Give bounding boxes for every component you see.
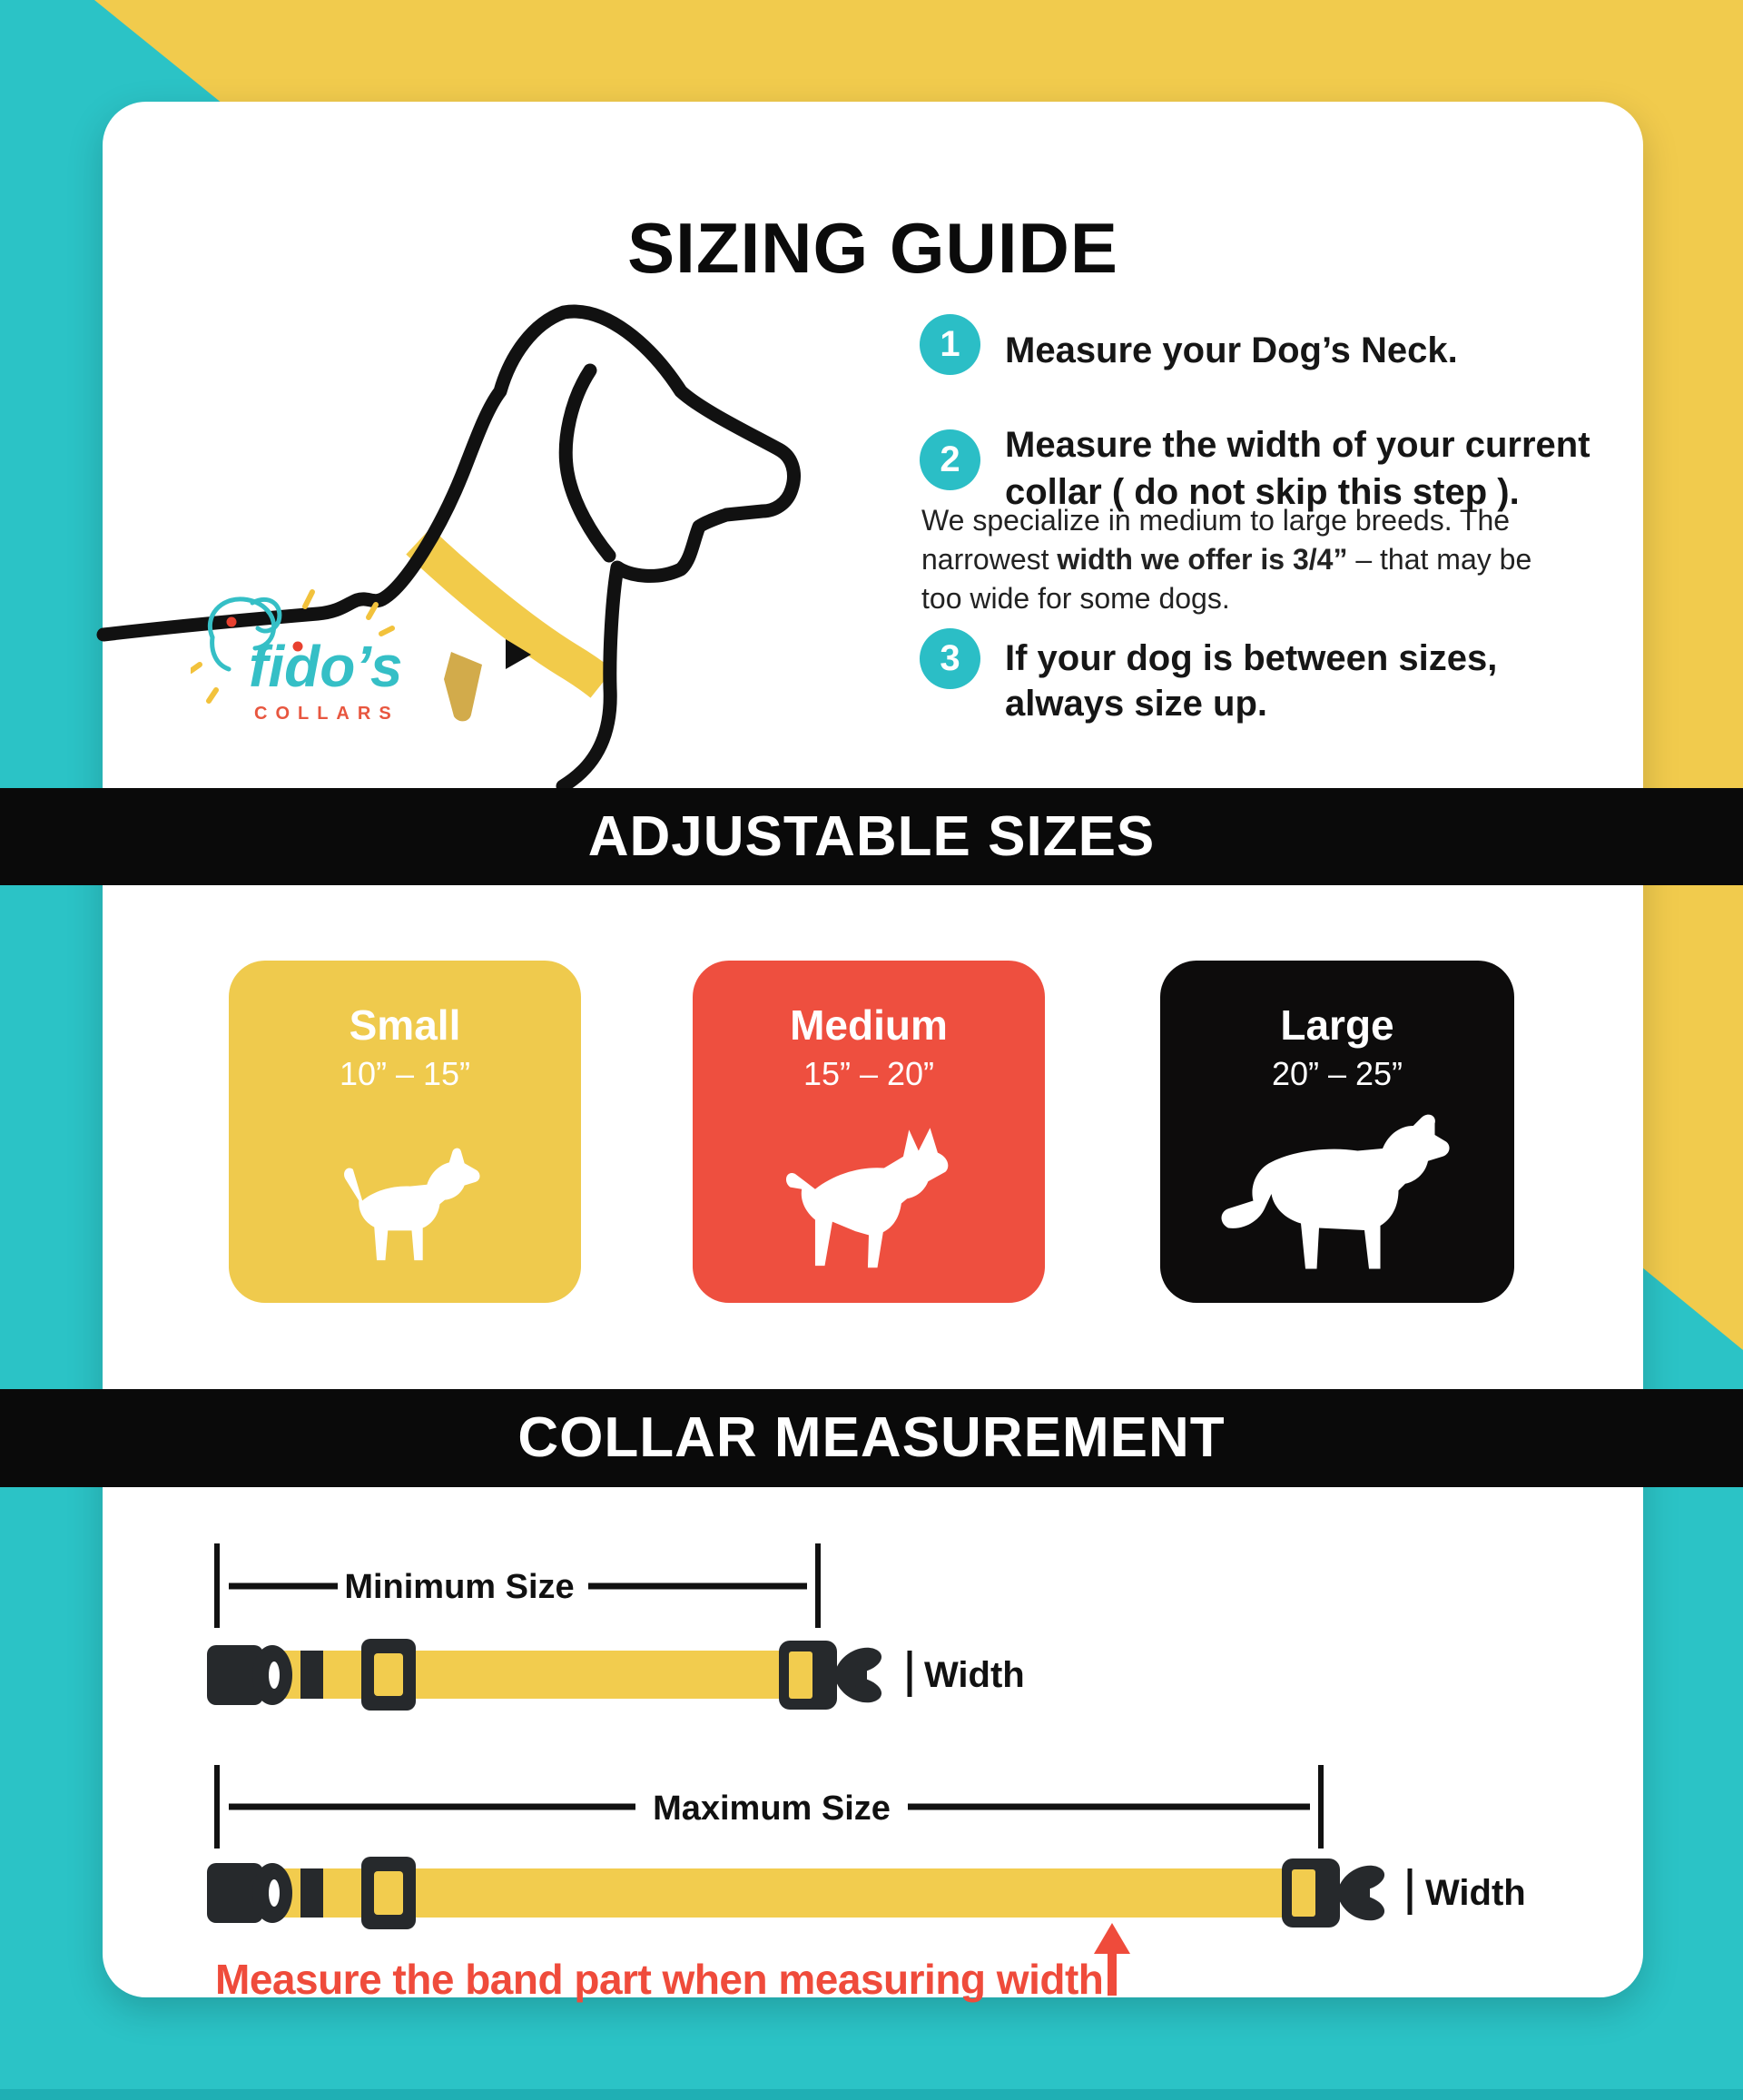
small-dog-silhouette-icon [316,1139,494,1276]
size-label-large: Large [1280,1001,1394,1049]
sizing-note [921,501,1561,618]
medium-dog-silhouette-icon [763,1112,974,1276]
dog-ear-line [566,370,609,556]
size-range-large: 20” – 25” [1271,1055,1403,1092]
minimum-size-label: Minimum Size [344,1568,575,1606]
step-2-line-2: collar ( do not skip this step ). [1005,472,1520,512]
minimum-width-label: Width [924,1655,1025,1695]
note-part-1: We specialize in medium to large breeds. The narrowest [921,504,1511,576]
step-3-badge: 3 [920,628,980,689]
step-3-line-2: always size up. [1005,684,1268,724]
logo-nose-dot [227,617,237,627]
fidos-collars-logo [191,581,454,740]
size-range-medium: 15” – 20” [803,1055,935,1092]
logo-subtitle: COLLARS [254,704,399,724]
maximum-size-label: Maximum Size [653,1789,891,1828]
size-label-small: Small [349,1001,461,1049]
buckle-slot [269,1879,280,1907]
collar-measurement-banner: COLLAR MEASUREMENT [0,1389,1743,1487]
size-card-small [229,961,581,1303]
minimum-collar [207,1639,881,1711]
step-1-badge: 1 [920,314,980,375]
buckle-slot [269,1661,280,1689]
page-title: SIZING GUIDE [627,208,1118,288]
adjustable-sizes-banner: ADJUSTABLE SIZES [0,788,1743,885]
size-card-large [1160,961,1514,1303]
step-2-badge: 2 [920,429,980,490]
band-measure-note: Measure the band part when measuring width [215,1956,1104,2003]
large-dog-silhouette-icon [1206,1094,1469,1276]
maximum-collar [207,1857,1384,1929]
note-bold: width we offer is 3/4” [1057,543,1348,576]
step-2-line-1: Measure the width of your current [1005,425,1590,465]
step-1-line-1: Measure your Dog’s Neck. [1005,330,1458,370]
size-label-medium: Medium [790,1001,948,1049]
step-3-text [1005,636,1497,726]
step-1-text [1005,327,1458,374]
note-part-2: – that may be too wide for some dogs. [921,543,1532,615]
step-3-line-1: If your dog is between sizes, [1005,638,1498,678]
size-range-small: 10” – 15” [339,1055,471,1092]
size-card-medium [693,961,1045,1303]
logo-wordmark: fido’s [249,634,403,699]
maximum-width-label: Width [1425,1873,1526,1913]
collar-measurement-diagram [0,1525,1743,2006]
